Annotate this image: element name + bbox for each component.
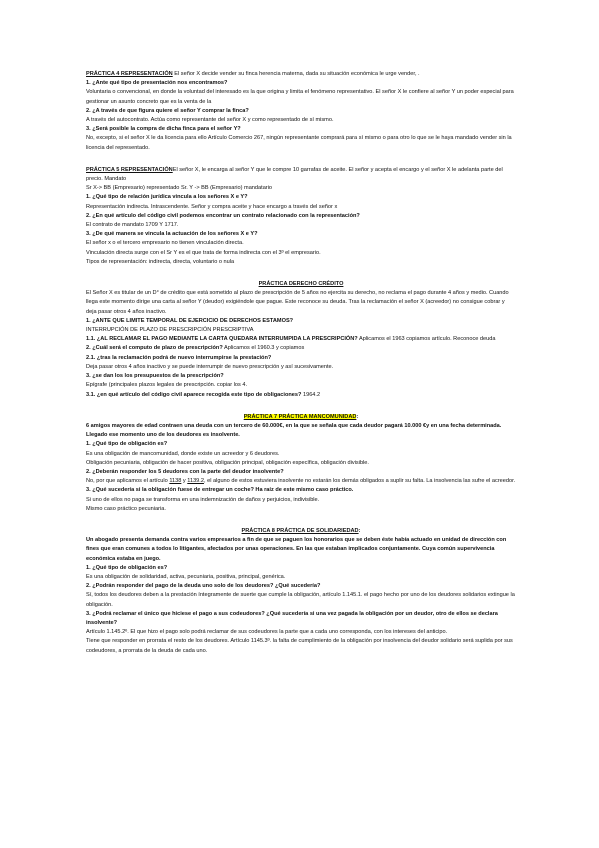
p7-answer-2-post: , el alguno de estos estuviera insolvente no estarán los demás obligados a suplir su falta. La insolvencia las sufre el acreedor. xyxy=(203,478,516,485)
pc-answer-1-1: Aplicamos el 1963 copiamos artículo. Reconoce deuda xyxy=(357,336,496,343)
section-derecho-credito xyxy=(86,280,516,400)
p5-answer-3c: Tipos de representación: indirecta, directa, voluntario o nula xyxy=(86,258,235,265)
pc-answer-2-1: Deja pasar otros 4 años inactivo y se puede interrumpir de nuevo prescripción y así sucesivamente. xyxy=(86,363,334,370)
p7-title-colon: : xyxy=(356,413,359,420)
section-practica-7 xyxy=(86,413,516,514)
pc-answer-2: Aplicamos el 1960.3 y copiamos xyxy=(222,345,305,352)
p5-title-line xyxy=(86,166,516,184)
p5-title: PRÁCTICA 5 REPRESENTACIÓN xyxy=(86,166,173,173)
pc-question-2-1: 2.1. ¿tras la reclamación podrá de nuevo interrumpirse la prestación? xyxy=(86,354,272,361)
p8-question-1: 1. ¿Qué tipo de obligación es? xyxy=(86,564,168,571)
p4-question-1: 1. ¿Ante qué tipo de presentación nos encontramos? xyxy=(86,80,228,87)
p7-title: PRÁCTICA 7 PRÁCTICA MANCOMUNIDAD xyxy=(243,413,357,420)
p7-question-3: 3. ¿Qué sucedería si la obligación fuese de entregar un coche? Ha raíz de este mismo caso práctico. xyxy=(86,487,354,494)
pc-line-3-1 xyxy=(86,391,516,400)
p8-answer-2: Sí, todos los deudores deben a la prestación íntegramente de suerte que cumple la obligación, artículo 1.145.1. el pago hecho por uno de los deudores solidarios extingue la obligación. xyxy=(86,592,515,608)
p4-answer-3: No, excepto, si el señor X le da licencia para ello Artículo Comercio 267, ningún representante comprará para sí mismo o para otro lo que se le haya mandado vender sin la licencia del representado. xyxy=(86,135,512,151)
p8-answer-1: Es una obligación de solidaridad, activa, pecuniaria, positiva, principal, genérica. xyxy=(86,573,286,580)
p7-answer-1a: Es una obligación de mancomunidad, donde existe un acreedor y 6 deudores. xyxy=(86,450,280,457)
p4-intro: El señor X decide vender su finca herencia materna, dada su situación económica le urge vender, . xyxy=(172,71,420,77)
p5-answer-3a: El señor x o el tercero empresario no tienen vinculación directa. xyxy=(86,240,244,247)
pc-question-2: 2. ¿Cuál será el computo de plazo de prescripción? xyxy=(86,345,223,352)
p8-answer-3b: Tiene que responder en prorrata el resto de los deudores. Artículo 1145.3º. la falta de cumplimiento de la obligación por insolvencia del deudor solidario será suplida por sus codeudores, a prorrata de la deuda de cada uno. xyxy=(86,638,513,654)
pc-line-2 xyxy=(86,344,516,353)
pc-question-1: 1. ¿ANTE QUE LIMITE TEMPORAL DE EJERCICIO DE DERECHOS ESTAMOS? xyxy=(86,317,294,324)
pc-answer-3: Epígrafe (principales plazos legales de prescripción. copiar los 4. xyxy=(86,382,248,389)
p7-answer-3a: Si uno de ellos no paga se transforma en una indemnización de daños y perjuicios, indivisible. xyxy=(86,496,320,503)
document-page xyxy=(86,70,516,662)
section-practica-8 xyxy=(86,527,516,656)
p8-title-line xyxy=(86,527,516,536)
p7-answer-2-mid: y xyxy=(181,478,188,485)
p4-answer-2: A través del autocontrato. Actúa como representante del señor X y como representado de sí mismo. xyxy=(86,117,334,124)
p5-question-1: 1. ¿Qué tipo de relación jurídica vincula a los señores X e Y? xyxy=(86,194,248,201)
p5-answer-3b: Vinculación directa surge con el Sr Y es el que trata de forma indirecta con el 3º el empresario. xyxy=(86,249,321,256)
p5-intro: El señor X, le encarga al señor Y que le compre 10 garrafas de aceite. El señor y acepta el encargo y el señor X le adelanta parte del precio. Mandato xyxy=(86,166,503,183)
p7-article-1139-link[interactable]: 1139.2 xyxy=(187,478,204,485)
pc-question-3: 3. ¿se dan los los presupuestos de la prescripción? xyxy=(86,373,224,380)
p7-answer-2 xyxy=(86,477,516,486)
p5-answer-2: El contrato de mandato 1709 Y 1717. xyxy=(86,222,179,229)
pc-line-1-1 xyxy=(86,335,516,344)
p4-question-3: 3. ¿Será posible la compra de dicha finca para el señor Y? xyxy=(86,126,241,133)
p7-question-1: 1. ¿Qué tipo de obligación es? xyxy=(86,441,168,448)
pc-intro: El Señor X es titular de un D° de crédito que está sometido al plazo de prescripción de 5 años no ejercita su derecho, no reclama el pago durante 4 años y medio. Cuando llega este momento dirige una carta al señor Y (deudor) exigiéndole que pague. Este reconoce su deuda. Tras la reclamación el señor X (acreedor) no consigue cobrar y deja pasar otros 4 años inactivo. xyxy=(86,290,509,315)
p7-intro: 6 amigos mayores de edad contraen una deuda con un tercero de 60.000€, en la que se señala que cada deudor pagará 10.000 €y en una fecha determinada. Llegado ese momento uno de los deudores es insolvente. xyxy=(86,422,502,439)
p5-question-3: 3. ¿De qué manera se vincula la actuación de los señores X e Y? xyxy=(86,231,258,238)
p8-question-3: 3. ¿Podrá reclamar el único que hiciese el pago a sus codeudores? ¿Qué sucedería si una vez pagada la obligación por un deudor, otro de ellos se declara insolvente? xyxy=(86,610,498,626)
p7-question-2: 2. ¿Deberán responder los 5 deudores con la parte del deudor insolvente? xyxy=(86,468,284,475)
p4-title-line xyxy=(86,70,516,79)
p7-answer-1b: Obligación pecuniaria, obligación de hacer positiva, obligación principal, obligación específica, obligación divisible. xyxy=(86,459,369,466)
p7-answer-2-pre: No, por que aplicamos el artículo xyxy=(86,478,170,485)
section-practica-5 xyxy=(86,166,516,267)
p8-title-colon: : xyxy=(358,527,361,534)
p7-title-line xyxy=(86,413,516,422)
p7-article-1138-link[interactable]: 1138 xyxy=(169,478,182,485)
pc-question-3-1: 3.1. ¿en qué artículo del código civil aparece recogida este tipo de obligaciones? xyxy=(86,391,302,398)
p8-question-2: 2. ¿Podrán responder del pago de la deuda uno solo de los deudores? ¿Qué sucedería? xyxy=(86,583,321,590)
p4-title: PRÁCTICA 4 REPRESENTACIÓN xyxy=(86,71,173,77)
p5-question-2: 2. ¿En qué artículo del código civil podemos encontrar un contrato relacionado con la representación? xyxy=(86,212,360,219)
pc-title: PRÁCTICA DERECHO CRÉDITO xyxy=(258,281,344,288)
p5-line-2: Sr X-> BB (Empresario) representado Sr. Y -> BB (Empresario) mandatario xyxy=(86,185,273,192)
p5-answer-1: Representación indirecta. Intrascendente. Señor y compra aceite y hace encargo a través del señor x xyxy=(86,203,338,210)
p4-answer-1: Voluntaria o convencional, en donde la voluntad del interesado es la que origina y limita el fenómeno representativo. El señor X le confiere al señor Y un poder especial para gestionar un asunto concreto que es la venta de la xyxy=(86,89,514,105)
p8-answer-3a: Artículo 1.145.2º. El que hizo el pago solo podrá reclamar de sus codeudores la parte que a cada uno corresponda, con los intereses del anticipo. xyxy=(86,629,448,636)
p8-title: PRÁCTICA 8 PRÁCTICA DE SOLIDARIEDAD xyxy=(241,527,359,534)
section-practica-4 xyxy=(86,70,516,153)
pc-answer-1: INTERRUPCIÓN DE PLAZO DE PRESCRIPCIÓN PRESCRIPTIVA xyxy=(86,327,254,334)
p7-answer-3b: Mismo caso práctico pecuniaria. xyxy=(86,505,166,512)
p4-question-2: 2. ¿A través de que figura quiere el señor Y comprar la finca? xyxy=(86,107,249,114)
p8-intro: Un abogado presenta demanda contra varios empresarios a fin de que se paguen los honorarios que se deben éste había actuado en unidad de dirección con fines que eran comunes a todos lo litigantes, afectados por unas operaciones. En las que estaban implicados conjuntamente. Cuya común supervivencia económica estaba en juego. xyxy=(86,537,507,562)
pc-answer-3-1: 1964.2 xyxy=(301,391,321,398)
pc-question-1-1: 1.1. ¿AL RECLAMAR EL PAGO MEDIANTE LA CARTA QUEDARA INTERRUMPIDA LA PRESCRIPCIÓN? xyxy=(86,336,358,343)
